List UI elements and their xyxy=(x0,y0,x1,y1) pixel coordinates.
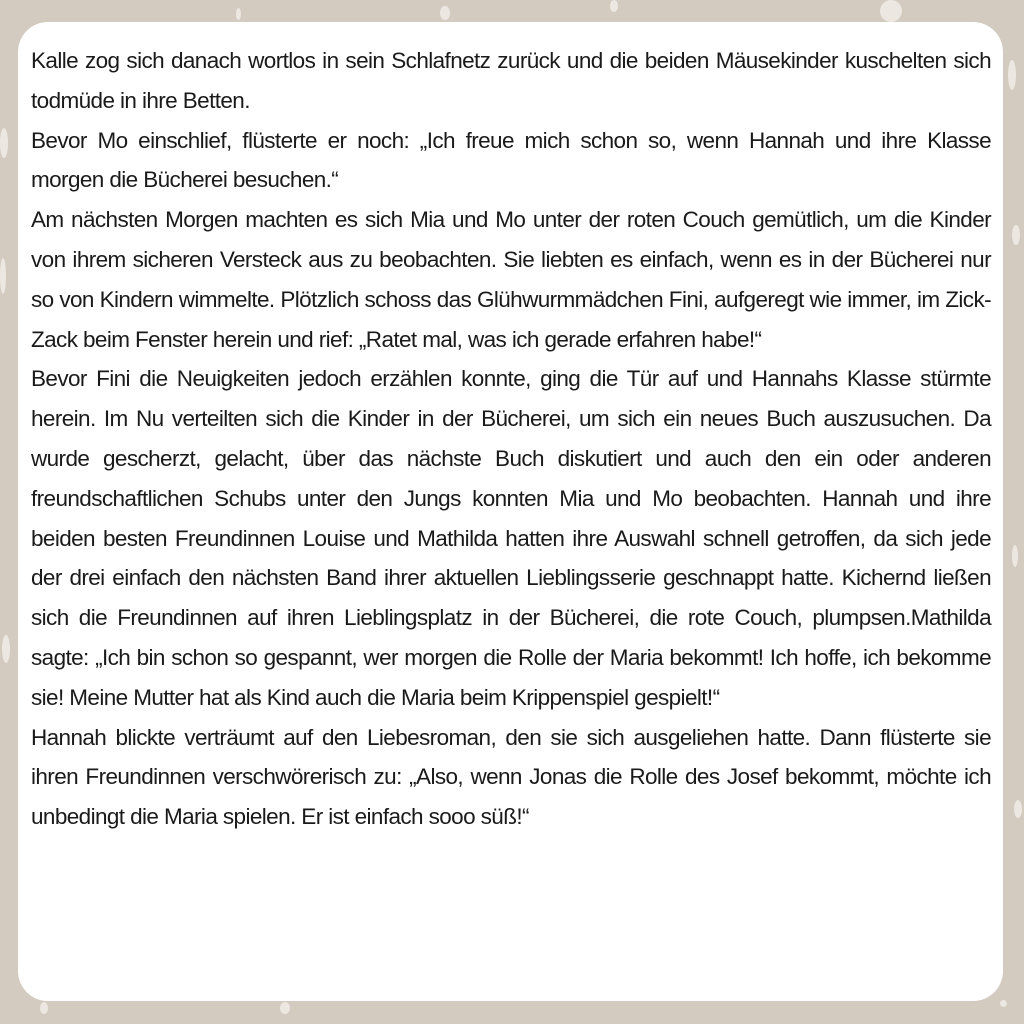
paragraph: Kalle zog sich danach wortlos in sein Schlafnetz zurück und die beiden Mäusekinder kuschelten sich todmüde in ihre Betten. xyxy=(31,48,991,113)
decorative-speck xyxy=(0,128,8,158)
story-card xyxy=(18,22,1003,1001)
decorative-speck xyxy=(0,258,6,294)
decorative-speck xyxy=(1008,60,1016,90)
paragraph: Bevor Mo einschlief, flüsterte er noch: „Ich freue mich schon so, wenn Hannah und ihre Klasse morgen die Bücherei besuchen.“ xyxy=(31,127,991,193)
paragraph: Am nächsten Morgen machten es sich Mia und Mo unter der roten Couch gemütlich, um die Kinder von ihrem sicheren Versteck aus zu beobachten. Sie liebten es einfach, wenn es in der Bücherei nur so von Kindern wimmelte. Plötzlich schoss das Glühwurmmädchen Fini, aufgeregt wie immer, im Zick-Zack beim Fenster herein und rief: „Ratet mal, was ich gerade erfahren habe!“ xyxy=(31,207,991,352)
decorative-speck xyxy=(1012,545,1018,567)
decorative-speck xyxy=(280,1002,290,1014)
decorative-speck xyxy=(236,8,241,20)
decorative-speck xyxy=(1014,800,1022,818)
story-text xyxy=(31,41,991,837)
decorative-speck xyxy=(610,0,618,12)
decorative-speck xyxy=(1012,225,1020,245)
decorative-speck xyxy=(2,635,10,663)
decorative-speck xyxy=(1000,1000,1007,1007)
decorative-speck xyxy=(880,0,902,22)
decorative-speck xyxy=(40,1002,48,1014)
paragraph: Hannah blickte verträumt auf den Liebesroman, den sie sich ausgeliehen hatte. Dann flüsterte sie ihren Freundinnen verschwörerisch zu: „Also, wenn Jonas die Rolle des Josef bekommt, möchte ich unbedingt die Maria spielen. Er ist einfach sooo süß!“ xyxy=(31,724,991,830)
paragraph: Bevor Fini die Neuigkeiten jedoch erzählen konnte, ging die Tür auf und Hannahs Klasse stürmte herein. Im Nu verteilten sich die Kinder in der Bücherei, um sich ein neues Buch auszusuchen. Da wurde gescherzt, gelacht, über das nächste Buch diskutiert und auch den ein oder anderen freundschaftlichen Schubs unter den Jungs konnten Mia und Mo beobachten. Hannah und ihre beiden besten Freundinnen Louise und Mathilda hatten ihre Auswahl schnell getroffen, da sich jede der drei einfach den nächsten Band ihrer aktuellen Lieblingsserie geschnappt hatte. Kichernd ließen sich die Freundinnen auf ihren Lieblingsplatz in der Bücherei, die rote Couch, plumpsen.Mathilda sagte: „Ich bin schon so gespannt, wer morgen die Rolle der Maria bekommt! Ich hoffe, ich bekomme sie! Meine Mutter hat als Kind auch die Maria beim Krippenspiel gespielt!“ xyxy=(31,366,991,710)
decorative-speck xyxy=(440,6,450,20)
